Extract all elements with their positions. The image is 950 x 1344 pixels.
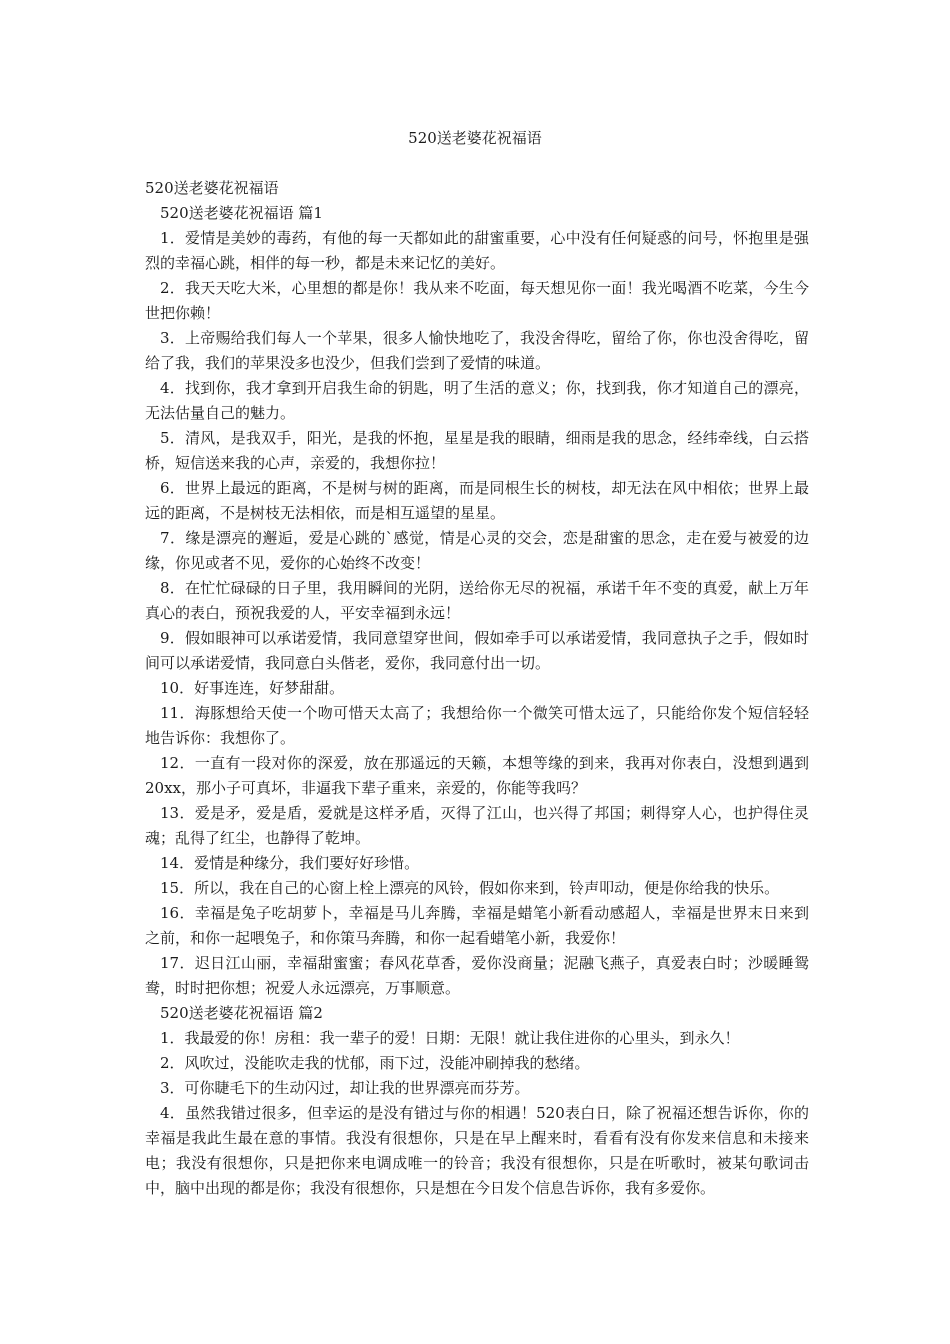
- paragraph: 13．爱是矛，爱是盾，爱就是这样矛盾，灭得了江山，也兴得了邦国；刺得穿人心，也护得住灵魂；乱得了红尘，也静得了乾坤。: [145, 804, 809, 847]
- paragraph: 17．迟日江山丽，幸福甜蜜蜜；春风花草香，爱你没商量；泥融飞燕子，真爱表白时；沙暖睡鸳鸯，时时把你想；祝爱人永远漂亮，万事顺意。: [145, 954, 809, 997]
- paragraph: 4．找到你，我才拿到开启我生命的钥匙，明了生活的意义；你，找到我，你才知道自己的漂亮，无法估量自己的魅力。: [145, 379, 809, 422]
- paragraph: 14．爱情是种缘分，我们要好好珍惜。: [160, 854, 420, 872]
- document-body: [145, 176, 809, 1201]
- paragraph: 2．我天天吃大米，心里想的都是你！我从来不吃面，每天想见你一面！我光喝酒不吃菜，今生今世把你赖！: [145, 279, 809, 322]
- document-title: 520送老婆花祝福语: [408, 129, 542, 147]
- paragraph: 11．海豚想给天使一个吻可惜天太高了；我想给你一个微笑可惜太远了，只能给你发个短信轻轻地告诉你：我想你了。: [145, 704, 809, 747]
- paragraph: 10．好事连连，好梦甜甜。: [160, 679, 345, 697]
- paragraph: 9．假如眼神可以承诺爱情，我同意望穿世间，假如牵手可以承诺爱情，我同意执子之手，假如时间可以承诺爱情，我同意白头偕老，爱你，我同意付出一切。: [145, 629, 809, 672]
- main-heading: 520送老婆花祝福语: [145, 179, 279, 197]
- paragraph: 2．风吹过，没能吹走我的忧郁，雨下过，没能冲刷掉我的愁绪。: [160, 1054, 590, 1072]
- paragraph: 16．幸福是兔子吃胡萝卜，幸福是马儿奔腾，幸福是蜡笔小新看动感超人，幸福是世界末日来到之前，和你一起喂兔子，和你策马奔腾，和你一起看蜡笔小新，我爱你！: [145, 904, 809, 947]
- section-heading: 520送老婆花祝福语 篇1: [160, 204, 323, 222]
- paragraph: 15．所以，我在自己的心窗上栓上漂亮的风铃，假如你来到，铃声叩动，便是你给我的快乐。: [160, 879, 780, 897]
- paragraph: 12．一直有一段对你的深爱，放在那遥远的天籁，本想等缘的到来，我再对你表白，没想到遇到20xx，那小子可真坏，非逼我下辈子重来，亲爱的，你能等我吗？: [145, 754, 809, 797]
- paragraph: 3．可你睫毛下的生动闪过，却让我的世界漂亮而芬芳。: [160, 1079, 530, 1097]
- paragraph: 1．我最爱的你！房租：我一辈子的爱！日期：无限！就让我住进你的心里头，到永久！: [160, 1029, 740, 1047]
- paragraph: 4．虽然我错过很多，但幸运的是没有错过与你的相遇！520表白日，除了祝福还想告诉你，你的幸福是我此生最在意的事情。我没有很想你，只是在早上醒来时，看看有没有你发来信息和未接来电；我没有很想你，只是把你来电调成唯一的铃音；我没有很想你，只是在听歌时，被某句歌词击中，脑中出现的都是你；我没有很想你，只是想在今日发个信息告诉你，我有多爱你。: [145, 1104, 809, 1197]
- paragraph: 7．缘是漂亮的邂逅，爱是心跳的`感觉，情是心灵的交会，恋是甜蜜的思念，走在爱与被爱的边缘，你见或者不见，爱你的心始终不改变！: [145, 529, 809, 572]
- paragraph: 5．清风，是我双手，阳光，是我的怀抱，星星是我的眼睛，细雨是我的思念，经纬牵线，白云搭桥，短信送来我的心声，亲爱的，我想你拉！: [145, 429, 809, 472]
- paragraph: 6．世界上最远的距离，不是树与树的距离，而是同根生长的树枝，却无法在风中相依；世界上最远的距离，不是树枝无法相依，而是相互遥望的星星。: [145, 479, 809, 522]
- paragraph: 3．上帝赐给我们每人一个苹果，很多人愉快地吃了，我没舍得吃，留给了你，你也没舍得吃，留给了我，我们的苹果没多也没少，但我们尝到了爱情的味道。: [145, 329, 809, 372]
- paragraph: 8．在忙忙碌碌的日子里，我用瞬间的光阴，送给你无尽的祝福，承诺千年不变的真爱，献上万年真心的表白，预祝我爱的人，平安幸福到永远！: [145, 579, 809, 622]
- section-heading: 520送老婆花祝福语 篇2: [160, 1004, 323, 1022]
- paragraph: 1．爱情是美妙的毒药，有他的每一天都如此的甜蜜重要，心中没有任何疑惑的问号，怀抱里是强烈的幸福心跳，相伴的每一秒，都是未来记忆的美好。: [145, 229, 809, 272]
